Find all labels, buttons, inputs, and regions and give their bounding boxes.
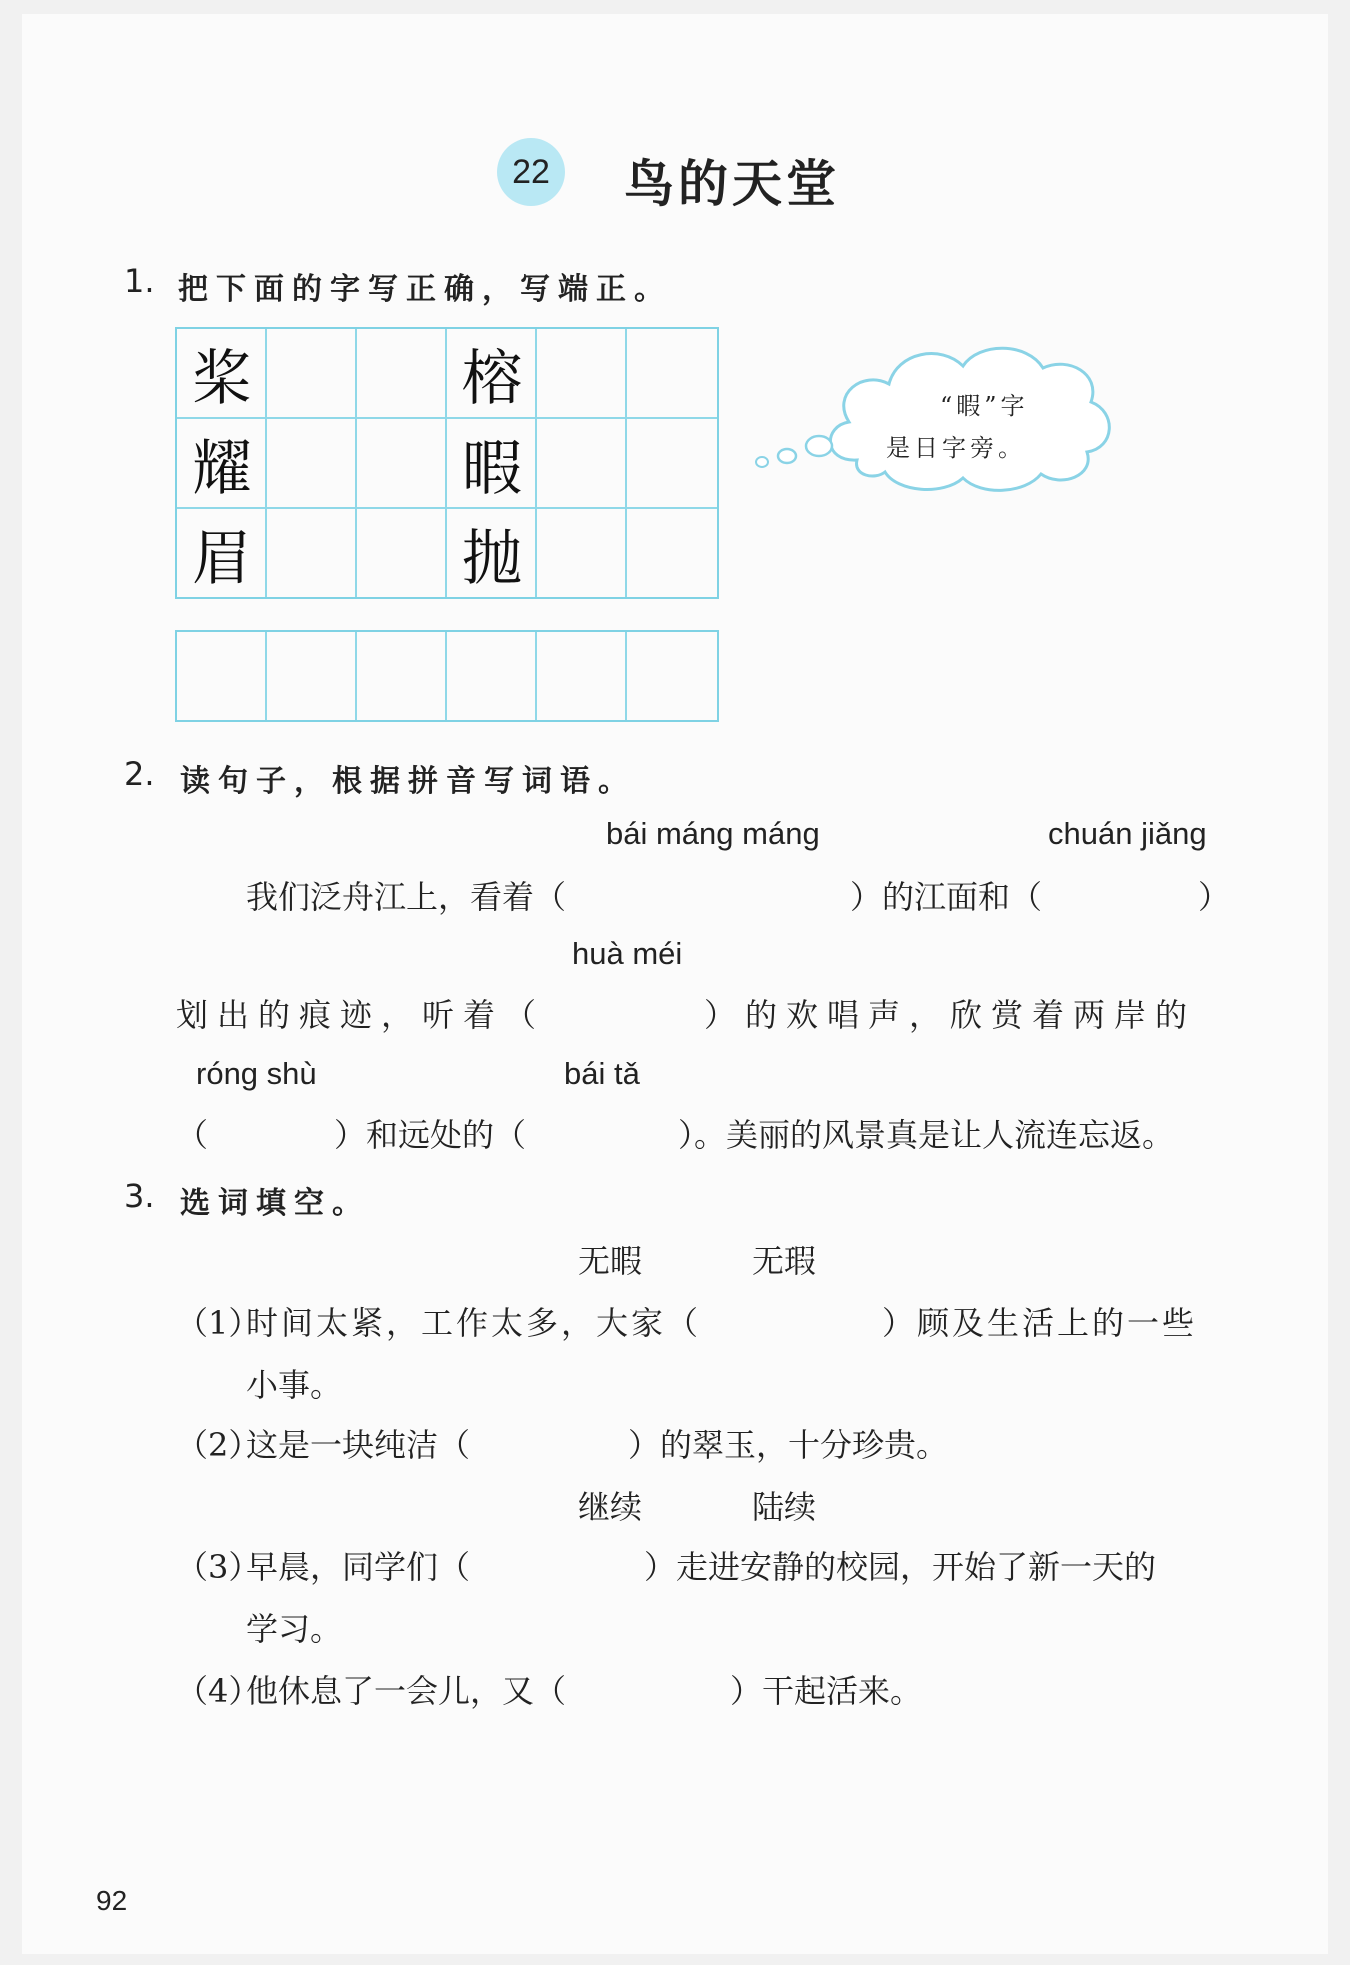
item-4-part1: 他休息了一会儿，又（: [246, 1672, 567, 1710]
item-2-part1: 这是一块纯洁（: [246, 1426, 471, 1464]
q2-line1-part2: ）的江面和（: [850, 878, 1043, 916]
item-2-number: （2）: [176, 1426, 261, 1464]
grid-char: 耀: [192, 434, 252, 504]
item-3-part2: ）走进安静的校园，开始了新一天的: [644, 1548, 1157, 1586]
writing-grid-blank: [175, 630, 719, 722]
tip-line-2: 是日字旁。: [886, 434, 1026, 462]
grid-char: 桨: [192, 344, 252, 414]
q2-line3-part2: ）和远处的（: [334, 1116, 527, 1154]
item-4-part2: ）干起活来。: [730, 1672, 923, 1710]
grid-char: 榕: [462, 344, 522, 414]
q3-number: 3.: [124, 1177, 155, 1215]
q2-line3-part1: （: [176, 1116, 209, 1154]
item-1-number: （1）: [176, 1304, 261, 1342]
page-number: 92: [96, 1885, 128, 1916]
lesson-number: 22: [512, 152, 550, 191]
item-3-part1: 早晨，同学们（: [246, 1548, 471, 1586]
q2-line2-part1: 划出的痕迹，听着（: [176, 996, 546, 1034]
item-2-part2: ）的翠玉，十分珍贵。: [628, 1426, 949, 1464]
lesson-number-badge: [497, 138, 565, 206]
tip-line-1: “暇”字: [940, 392, 1029, 420]
grid-char: 眉: [192, 524, 252, 594]
q2-line1-part3: ）: [1198, 878, 1231, 916]
pinyin-chuan-jiang: chuán jiǎng: [1048, 816, 1207, 851]
word-option-wuxia-1: 无暇: [578, 1242, 643, 1280]
writing-grid-main: [175, 327, 719, 599]
q2-line2-part2: ）的欢唱声，欣赏着两岸的: [704, 996, 1197, 1034]
q2-line1-part1: 我们泛舟江上，看着（: [246, 878, 567, 916]
item-4-number: （4）: [176, 1672, 261, 1710]
q2-line3-part3: ）。美丽的风景真是让人流连忘返。: [678, 1116, 1175, 1154]
pinyin-hua-mei: huà méi: [572, 936, 683, 971]
item-3-continuation: 学习。: [246, 1610, 343, 1648]
word-option-wuxia-2: 无瑕: [752, 1242, 817, 1280]
word-option-jixu: 继续: [578, 1488, 643, 1526]
q2-instruction: 读句子，根据拼音写词语。: [180, 764, 636, 799]
pinyin-bai-mang-mang: bái máng máng: [606, 816, 820, 851]
q2-number: 2.: [124, 755, 155, 793]
word-option-luxu: 陆续: [752, 1488, 817, 1526]
q1-instruction: 把下面的字写正确，写端正。: [178, 272, 672, 307]
grid-char: 暇: [462, 434, 522, 504]
grid-char: 抛: [462, 524, 522, 594]
item-1-continuation: 小事。: [246, 1366, 343, 1404]
item-1-part2: ）顾及生活上的一些: [882, 1304, 1198, 1342]
item-1-part1: 时间太紧，工作太多，大家（: [246, 1304, 702, 1342]
pinyin-bai-ta: bái tǎ: [564, 1056, 640, 1091]
lesson-title: 鸟的天堂: [624, 154, 840, 213]
pinyin-rong-shu: róng shù: [196, 1056, 317, 1091]
item-3-number: （3）: [176, 1548, 261, 1586]
q3-instruction: 选词填空。: [180, 1186, 370, 1221]
q1-number: 1.: [124, 262, 155, 300]
